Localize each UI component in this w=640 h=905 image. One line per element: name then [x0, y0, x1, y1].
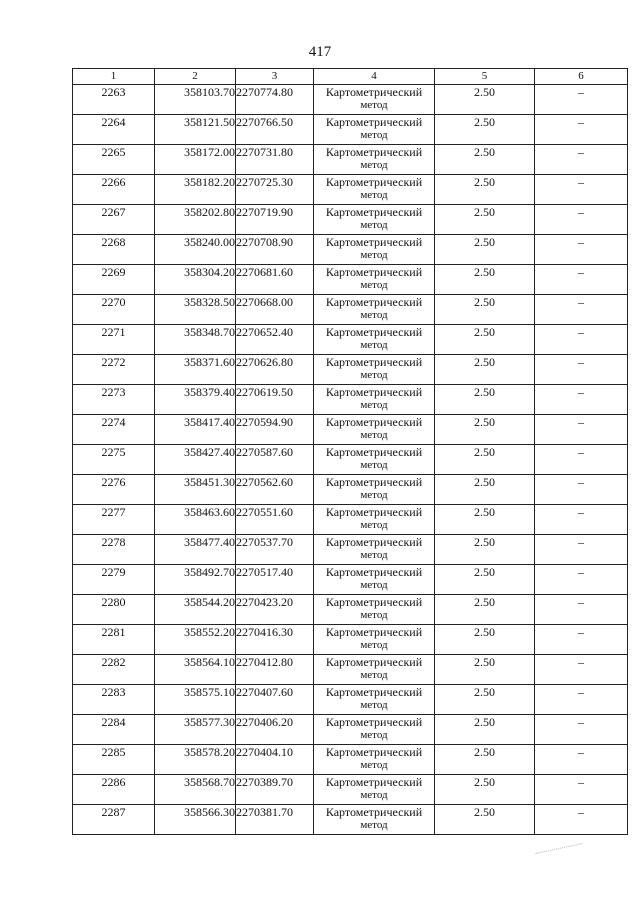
- accuracy-cell: 2.50: [435, 535, 535, 565]
- point-number-cell: 2281: [73, 625, 155, 655]
- header-cell: 6: [535, 69, 628, 85]
- x-coordinate-cell: 358182.20: [155, 175, 236, 205]
- method-line-1: Картометрический: [325, 715, 423, 729]
- table-row: [73, 175, 628, 205]
- note-cell: –: [535, 325, 628, 355]
- method-line-2: метод: [360, 309, 388, 321]
- method-line-1: Картометрический: [325, 325, 423, 339]
- point-number-cell: 2283: [73, 685, 155, 715]
- x-coordinate-cell: 358451.30: [155, 475, 236, 505]
- x-coordinate-cell: 358202.80: [155, 205, 236, 235]
- x-coordinate-cell: 358544.20: [155, 595, 236, 625]
- table-row: [73, 625, 628, 655]
- method-cell: [314, 625, 435, 655]
- x-coordinate-cell: 358379.40: [155, 385, 236, 415]
- method-line-2: метод: [360, 819, 388, 831]
- note-cell: –: [535, 385, 628, 415]
- method-line-1: Картометрический: [325, 505, 423, 519]
- note-cell: –: [535, 535, 628, 565]
- point-number-cell: 2274: [73, 415, 155, 445]
- method-line-2: метод: [360, 279, 388, 291]
- table-row: [73, 805, 628, 835]
- method-line-1: Картометрический: [325, 355, 423, 369]
- method-cell: [314, 415, 435, 445]
- method-cell: [314, 235, 435, 265]
- note-cell: –: [535, 565, 628, 595]
- note-cell: –: [535, 745, 628, 775]
- y-coordinate-cell: 2270381.70: [236, 805, 314, 835]
- header-cell: 2: [155, 69, 236, 85]
- y-coordinate-cell: 2270537.70: [236, 535, 314, 565]
- method-cell: [314, 295, 435, 325]
- method-cell: [314, 535, 435, 565]
- method-cell: [314, 85, 435, 115]
- accuracy-cell: 2.50: [435, 205, 535, 235]
- y-coordinate-cell: 2270407.60: [236, 685, 314, 715]
- note-cell: –: [535, 805, 628, 835]
- point-number-cell: 2273: [73, 385, 155, 415]
- method-line-1: Картометрический: [325, 115, 423, 129]
- method-cell: [314, 505, 435, 535]
- method-cell: [314, 595, 435, 625]
- header-row: [73, 69, 628, 85]
- header-cell: 1: [73, 69, 155, 85]
- method-line-1: Картометрический: [325, 205, 423, 219]
- point-number-cell: 2263: [73, 85, 155, 115]
- accuracy-cell: 2.50: [435, 715, 535, 745]
- table-row: [73, 745, 628, 775]
- y-coordinate-cell: 2270404.10: [236, 745, 314, 775]
- method-line-1: Картометрический: [325, 775, 423, 789]
- y-coordinate-cell: 2270423.20: [236, 595, 314, 625]
- method-line-1: Картометрический: [325, 145, 423, 159]
- point-number-cell: 2269: [73, 265, 155, 295]
- point-number-cell: 2279: [73, 565, 155, 595]
- point-number-cell: 2284: [73, 715, 155, 745]
- method-line-2: метод: [360, 189, 388, 201]
- table-row: [73, 415, 628, 445]
- header-cell: 4: [314, 69, 435, 85]
- note-cell: –: [535, 625, 628, 655]
- table-row: [73, 565, 628, 595]
- method-line-2: метод: [360, 489, 388, 501]
- method-line-1: Картометрический: [325, 445, 423, 459]
- method-line-2: метод: [360, 429, 388, 441]
- method-cell: [314, 145, 435, 175]
- accuracy-cell: 2.50: [435, 805, 535, 835]
- note-cell: –: [535, 445, 628, 475]
- method-line-2: метод: [360, 519, 388, 531]
- note-cell: –: [535, 595, 628, 625]
- accuracy-cell: 2.50: [435, 685, 535, 715]
- accuracy-cell: 2.50: [435, 595, 535, 625]
- method-line-2: метод: [360, 669, 388, 681]
- method-line-1: Картометрический: [325, 805, 423, 819]
- y-coordinate-cell: 2270708.90: [236, 235, 314, 265]
- method-cell: [314, 325, 435, 355]
- accuracy-cell: 2.50: [435, 295, 535, 325]
- coordinates-table: [72, 68, 628, 835]
- x-coordinate-cell: 358492.70: [155, 565, 236, 595]
- accuracy-cell: 2.50: [435, 265, 535, 295]
- point-number-cell: 2277: [73, 505, 155, 535]
- point-number-cell: 2266: [73, 175, 155, 205]
- note-cell: –: [535, 475, 628, 505]
- method-line-2: метод: [360, 99, 388, 111]
- y-coordinate-cell: 2270774.80: [236, 85, 314, 115]
- point-number-cell: 2275: [73, 445, 155, 475]
- note-cell: –: [535, 85, 628, 115]
- point-number-cell: 2264: [73, 115, 155, 145]
- note-cell: –: [535, 175, 628, 205]
- note-cell: –: [535, 295, 628, 325]
- table-row: [73, 115, 628, 145]
- method-line-1: Картометрический: [325, 745, 423, 759]
- table-row: [73, 715, 628, 745]
- method-line-2: метод: [360, 459, 388, 471]
- method-line-2: метод: [360, 579, 388, 591]
- x-coordinate-cell: 358427.40: [155, 445, 236, 475]
- method-line-2: метод: [360, 129, 388, 141]
- method-line-2: метод: [360, 219, 388, 231]
- x-coordinate-cell: 358304.20: [155, 265, 236, 295]
- x-coordinate-cell: 358103.70: [155, 85, 236, 115]
- method-line-2: метод: [360, 699, 388, 711]
- y-coordinate-cell: 2270719.90: [236, 205, 314, 235]
- x-coordinate-cell: 358577.30: [155, 715, 236, 745]
- x-coordinate-cell: 358463.60: [155, 505, 236, 535]
- y-coordinate-cell: 2270626.80: [236, 355, 314, 385]
- accuracy-cell: 2.50: [435, 745, 535, 775]
- accuracy-cell: 2.50: [435, 505, 535, 535]
- method-cell: [314, 685, 435, 715]
- x-coordinate-cell: 358121.50: [155, 115, 236, 145]
- accuracy-cell: 2.50: [435, 385, 535, 415]
- method-line-2: метод: [360, 639, 388, 651]
- scan-artifact: [535, 843, 582, 854]
- note-cell: –: [535, 685, 628, 715]
- method-cell: [314, 355, 435, 385]
- method-cell: [314, 115, 435, 145]
- method-line-2: метод: [360, 369, 388, 381]
- method-line-1: Картометрический: [325, 565, 423, 579]
- table-row: [73, 145, 628, 175]
- table-row: [73, 475, 628, 505]
- y-coordinate-cell: 2270517.40: [236, 565, 314, 595]
- x-coordinate-cell: 358575.10: [155, 685, 236, 715]
- table-row: [73, 445, 628, 475]
- point-number-cell: 2270: [73, 295, 155, 325]
- accuracy-cell: 2.50: [435, 625, 535, 655]
- method-cell: [314, 445, 435, 475]
- table-row: [73, 235, 628, 265]
- y-coordinate-cell: 2270412.80: [236, 655, 314, 685]
- header-cell: 5: [435, 69, 535, 85]
- y-coordinate-cell: 2270406.20: [236, 715, 314, 745]
- table-row: [73, 85, 628, 115]
- y-coordinate-cell: 2270594.90: [236, 415, 314, 445]
- x-coordinate-cell: 358477.40: [155, 535, 236, 565]
- note-cell: –: [535, 415, 628, 445]
- accuracy-cell: 2.50: [435, 85, 535, 115]
- method-line-2: метод: [360, 759, 388, 771]
- method-line-1: Картометрический: [325, 595, 423, 609]
- note-cell: –: [535, 655, 628, 685]
- y-coordinate-cell: 2270562.60: [236, 475, 314, 505]
- point-number-cell: 2286: [73, 775, 155, 805]
- point-number-cell: 2265: [73, 145, 155, 175]
- table-row: [73, 205, 628, 235]
- x-coordinate-cell: 358566.30: [155, 805, 236, 835]
- table-row: [73, 295, 628, 325]
- accuracy-cell: 2.50: [435, 565, 535, 595]
- point-number-cell: 2268: [73, 235, 155, 265]
- method-line-1: Картометрический: [325, 625, 423, 639]
- note-cell: –: [535, 775, 628, 805]
- x-coordinate-cell: 358417.40: [155, 415, 236, 445]
- method-line-2: метод: [360, 249, 388, 261]
- method-cell: [314, 265, 435, 295]
- point-number-cell: 2267: [73, 205, 155, 235]
- accuracy-cell: 2.50: [435, 235, 535, 265]
- table-row: [73, 325, 628, 355]
- accuracy-cell: 2.50: [435, 775, 535, 805]
- accuracy-cell: 2.50: [435, 355, 535, 385]
- table-row: [73, 655, 628, 685]
- table-row: [73, 595, 628, 625]
- y-coordinate-cell: 2270731.80: [236, 145, 314, 175]
- point-number-cell: 2282: [73, 655, 155, 685]
- note-cell: –: [535, 505, 628, 535]
- method-line-1: Картометрический: [325, 235, 423, 249]
- method-line-1: Картометрический: [325, 385, 423, 399]
- accuracy-cell: 2.50: [435, 145, 535, 175]
- table-row: [73, 385, 628, 415]
- method-line-1: Картометрический: [325, 685, 423, 699]
- point-number-cell: 2272: [73, 355, 155, 385]
- note-cell: –: [535, 265, 628, 295]
- method-cell: [314, 385, 435, 415]
- method-cell: [314, 475, 435, 505]
- y-coordinate-cell: 2270551.60: [236, 505, 314, 535]
- accuracy-cell: 2.50: [435, 655, 535, 685]
- accuracy-cell: 2.50: [435, 175, 535, 205]
- y-coordinate-cell: 2270652.40: [236, 325, 314, 355]
- point-number-cell: 2278: [73, 535, 155, 565]
- y-coordinate-cell: 2270725.30: [236, 175, 314, 205]
- y-coordinate-cell: 2270587.60: [236, 445, 314, 475]
- note-cell: –: [535, 715, 628, 745]
- accuracy-cell: 2.50: [435, 325, 535, 355]
- table-row: [73, 265, 628, 295]
- y-coordinate-cell: 2270668.00: [236, 295, 314, 325]
- table-row: [73, 775, 628, 805]
- point-number-cell: 2285: [73, 745, 155, 775]
- method-line-1: Картометрический: [325, 175, 423, 189]
- y-coordinate-cell: 2270619.50: [236, 385, 314, 415]
- method-line-1: Картометрический: [325, 415, 423, 429]
- method-cell: [314, 805, 435, 835]
- x-coordinate-cell: 358564.10: [155, 655, 236, 685]
- note-cell: –: [535, 205, 628, 235]
- table-row: [73, 355, 628, 385]
- header-cell: 3: [236, 69, 314, 85]
- y-coordinate-cell: 2270416.30: [236, 625, 314, 655]
- point-number-cell: 2280: [73, 595, 155, 625]
- method-line-1: Картометрический: [325, 655, 423, 669]
- method-line-1: Картометрический: [325, 475, 423, 489]
- method-cell: [314, 745, 435, 775]
- y-coordinate-cell: 2270766.50: [236, 115, 314, 145]
- accuracy-cell: 2.50: [435, 115, 535, 145]
- method-line-2: метод: [360, 399, 388, 411]
- method-cell: [314, 205, 435, 235]
- method-line-1: Картометрический: [325, 265, 423, 279]
- point-number-cell: 2276: [73, 475, 155, 505]
- method-cell: [314, 775, 435, 805]
- x-coordinate-cell: 358578.20: [155, 745, 236, 775]
- note-cell: –: [535, 145, 628, 175]
- method-line-2: метод: [360, 339, 388, 351]
- table-row: [73, 535, 628, 565]
- accuracy-cell: 2.50: [435, 475, 535, 505]
- note-cell: –: [535, 235, 628, 265]
- accuracy-cell: 2.50: [435, 415, 535, 445]
- method-line-2: метод: [360, 789, 388, 801]
- y-coordinate-cell: 2270389.70: [236, 775, 314, 805]
- point-number-cell: 2287: [73, 805, 155, 835]
- method-line-2: метод: [360, 549, 388, 561]
- method-line-2: метод: [360, 159, 388, 171]
- table-row: [73, 685, 628, 715]
- method-line-2: метод: [360, 729, 388, 741]
- method-line-1: Картометрический: [325, 85, 423, 99]
- x-coordinate-cell: 358328.50: [155, 295, 236, 325]
- method-cell: [314, 715, 435, 745]
- method-line-1: Картометрический: [325, 295, 423, 309]
- method-cell: [314, 565, 435, 595]
- table-row: [73, 505, 628, 535]
- note-cell: –: [535, 355, 628, 385]
- method-line-2: метод: [360, 609, 388, 621]
- x-coordinate-cell: 358172.00: [155, 145, 236, 175]
- x-coordinate-cell: 358348.70: [155, 325, 236, 355]
- x-coordinate-cell: 358371.60: [155, 355, 236, 385]
- x-coordinate-cell: 358568.70: [155, 775, 236, 805]
- method-line-1: Картометрический: [325, 535, 423, 549]
- page-number: 417: [308, 44, 332, 60]
- x-coordinate-cell: 358240.00: [155, 235, 236, 265]
- x-coordinate-cell: 358552.20: [155, 625, 236, 655]
- method-cell: [314, 655, 435, 685]
- accuracy-cell: 2.50: [435, 445, 535, 475]
- note-cell: –: [535, 115, 628, 145]
- method-cell: [314, 175, 435, 205]
- y-coordinate-cell: 2270681.60: [236, 265, 314, 295]
- point-number-cell: 2271: [73, 325, 155, 355]
